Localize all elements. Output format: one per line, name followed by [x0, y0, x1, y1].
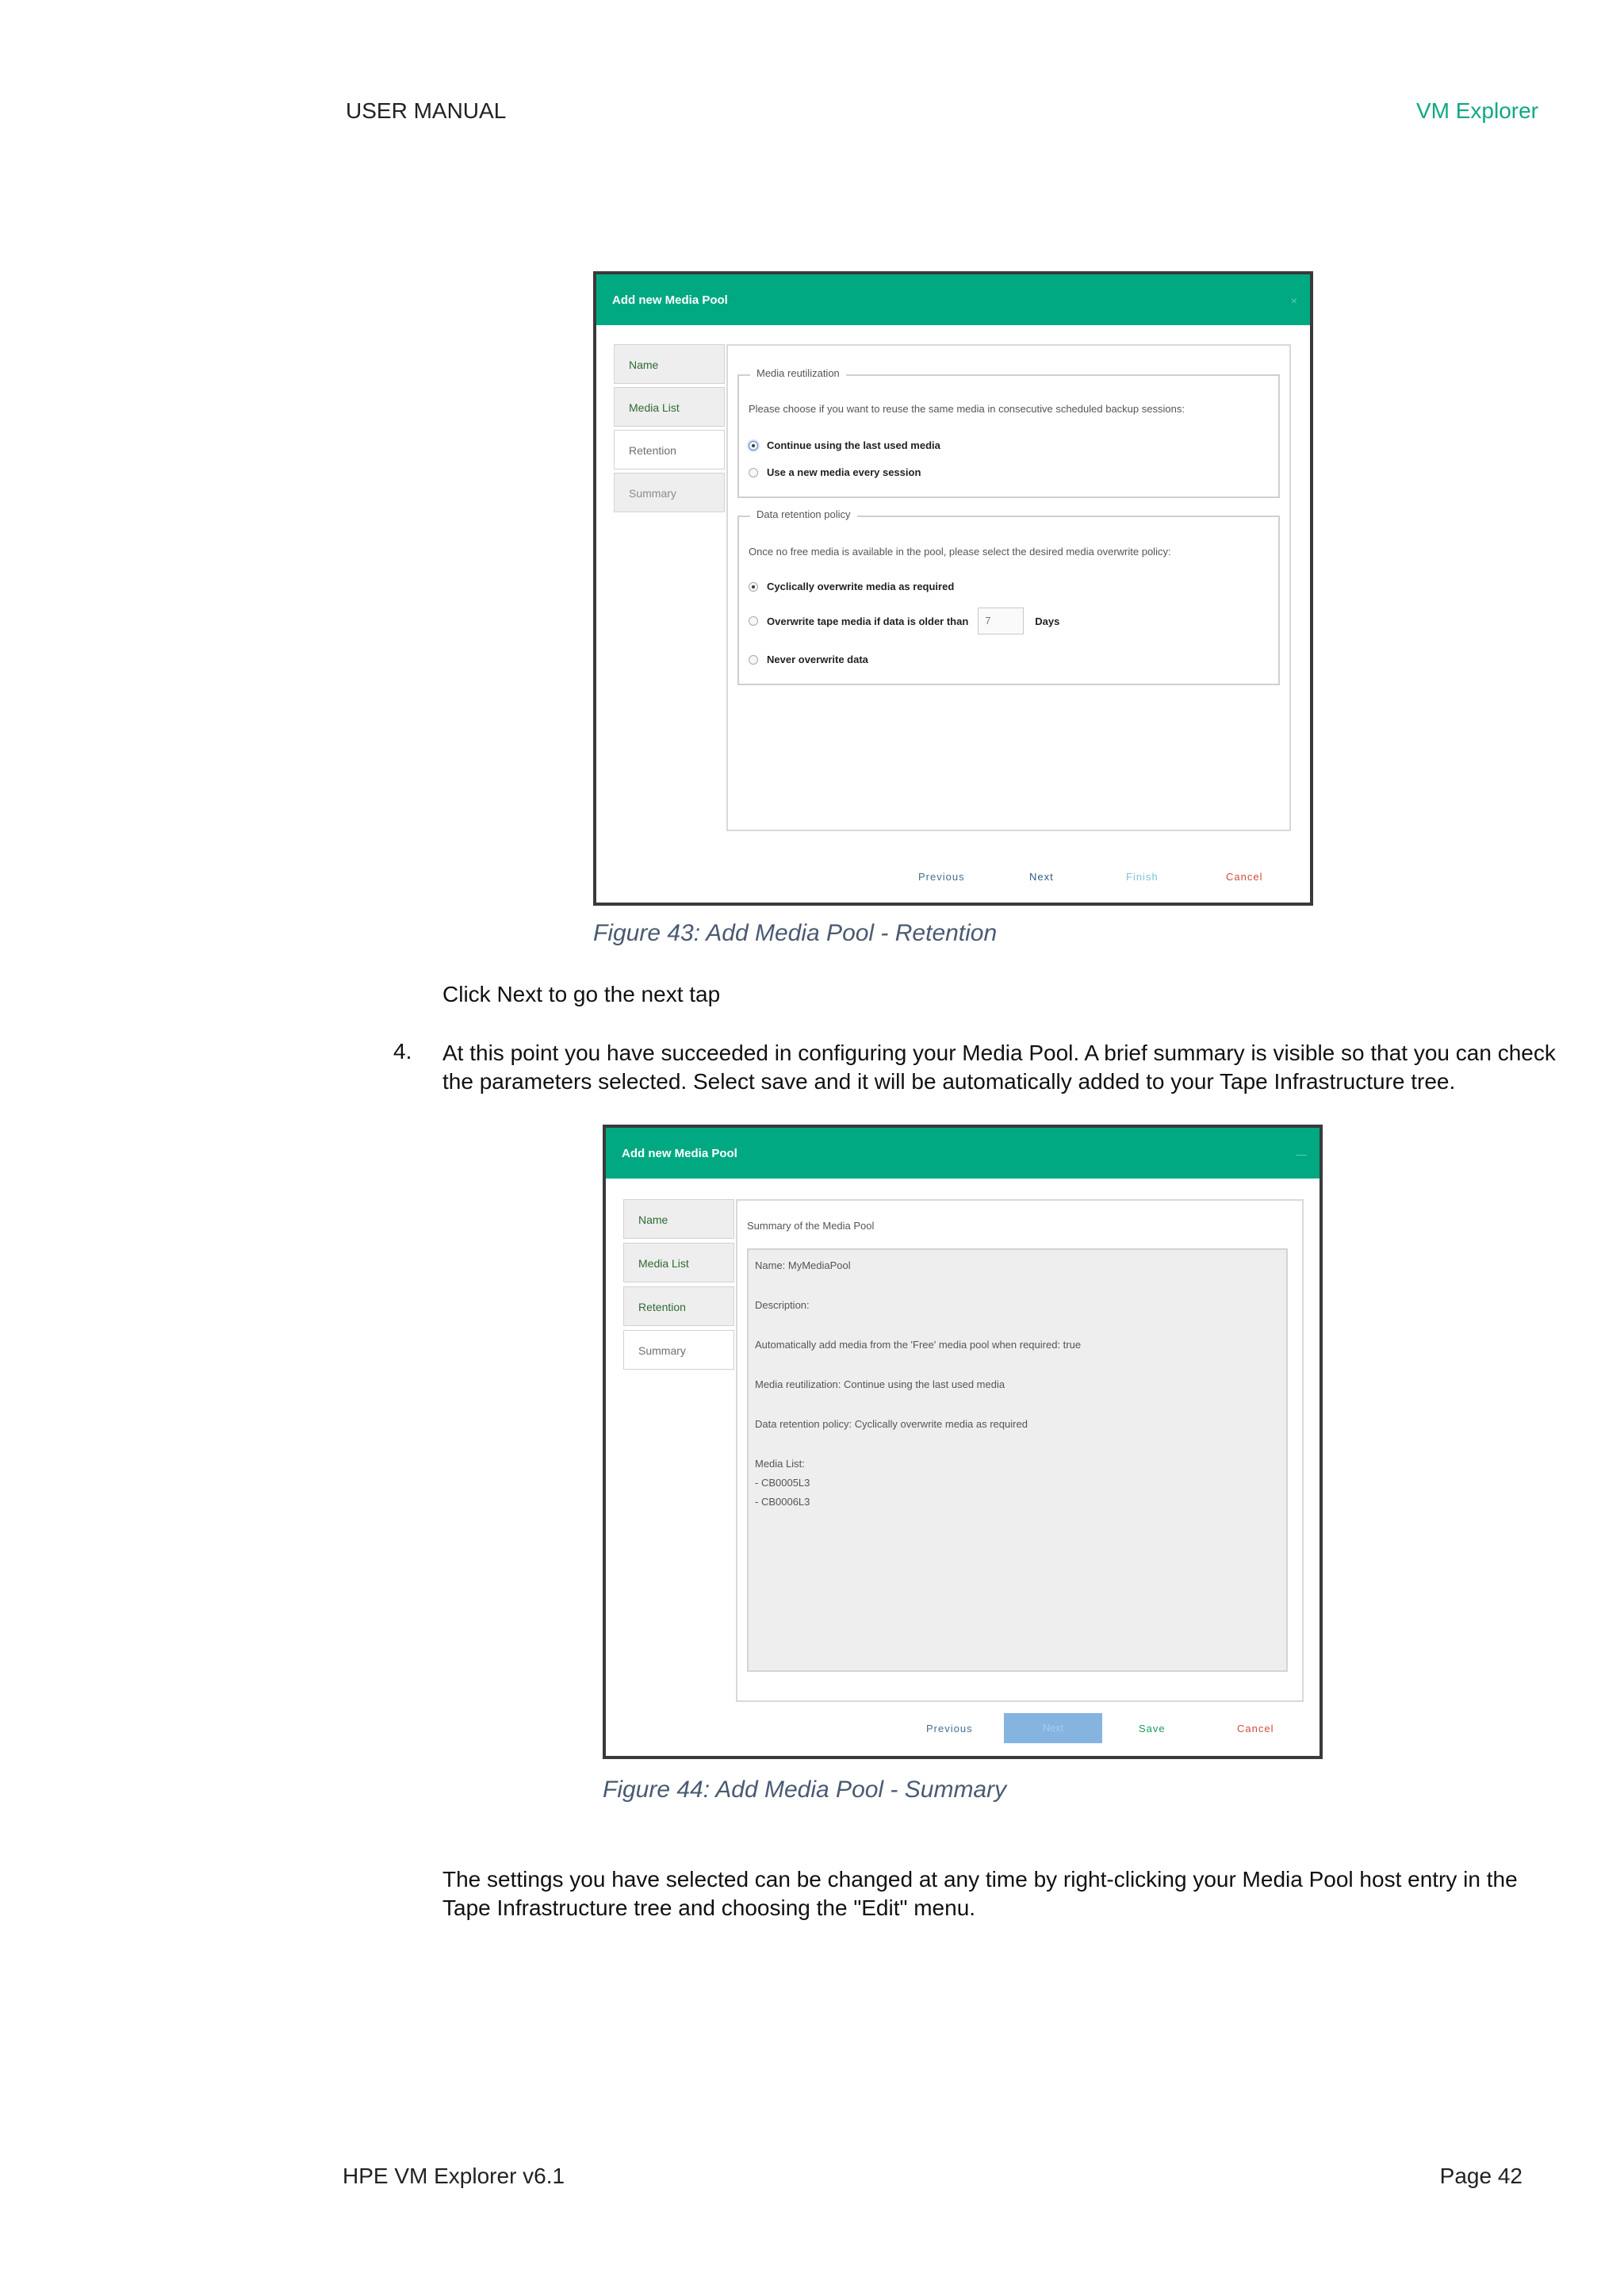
- retention-dialog-screenshot: [593, 271, 1313, 906]
- option-label: Use a new media every session: [767, 466, 921, 478]
- days-input[interactable]: 7: [978, 608, 1024, 634]
- dialog-title: Add new Media Pool: [622, 1147, 737, 1160]
- tab-retention[interactable]: Retention: [614, 430, 725, 470]
- header-product: VM Explorer: [1415, 98, 1538, 123]
- media-reutilization-legend: Media reutilization: [750, 367, 846, 379]
- tab-summary[interactable]: Summary: [614, 473, 725, 512]
- cancel-button[interactable]: Cancel: [1226, 871, 1263, 883]
- tab-summary[interactable]: Summary: [623, 1330, 734, 1370]
- summary-media-list-label: Media List:: [755, 1458, 805, 1470]
- next-button[interactable]: Next: [1029, 871, 1054, 883]
- radio-unselected-icon[interactable]: [749, 616, 758, 626]
- next-button[interactable]: Next: [1004, 1713, 1102, 1743]
- media-reutilization-group: [737, 367, 1280, 498]
- option-never-overwrite[interactable]: [749, 654, 868, 665]
- option-label: Overwrite tape media if data is older than: [767, 615, 969, 627]
- option-label: Never overwrite data: [767, 654, 868, 665]
- summary-heading: Summary of the Media Pool: [747, 1220, 875, 1232]
- summary-reutilization: Media reutilization: Continue using the last used media: [755, 1378, 1005, 1390]
- dialog-title: Add new Media Pool: [612, 293, 728, 307]
- minimize-icon[interactable]: —: [1296, 1148, 1307, 1160]
- radio-selected-icon[interactable]: [749, 441, 758, 450]
- summary-panel: [736, 1199, 1304, 1702]
- summary-name: Name: MyMediaPool: [755, 1259, 851, 1271]
- step-4-text: At this point you have succeeded in configuring your Media Pool. A brief summary is visible so that you can check the parameters selected. Select save and it will be automatically added to your Tape Infrastructure tree.: [442, 1041, 1556, 1094]
- save-button[interactable]: Save: [1139, 1723, 1166, 1734]
- data-retention-prompt: Once no free media is available in the pool, please select the desired media overwrite policy:: [749, 546, 1171, 558]
- footer-page-number: Page 42: [1439, 2164, 1522, 2188]
- finish-button[interactable]: Finish: [1126, 871, 1159, 883]
- retention-panel: [726, 344, 1291, 831]
- paragraph-click-next: Click Next to go the next tap: [442, 982, 721, 1006]
- option-label: Continue using the last used media: [767, 439, 940, 451]
- previous-button[interactable]: Previous: [918, 871, 965, 883]
- summary-media-item: - CB0006L3: [755, 1496, 810, 1508]
- option-overwrite-older[interactable]: [749, 608, 1059, 634]
- dialog-title-bar: [596, 274, 1310, 325]
- cancel-button[interactable]: Cancel: [1237, 1723, 1274, 1734]
- figure-43-caption: Figure 43: Add Media Pool - Retention: [593, 920, 998, 946]
- tab-media-list[interactable]: Media List: [623, 1243, 734, 1282]
- previous-button[interactable]: Previous: [926, 1723, 973, 1734]
- summary-textarea[interactable]: [747, 1248, 1288, 1672]
- tab-name[interactable]: Name: [614, 344, 725, 384]
- data-retention-group: [737, 508, 1280, 685]
- figure-44-caption: Figure 44: Add Media Pool - Summary: [603, 1777, 1007, 1803]
- radio-selected-icon[interactable]: [749, 582, 758, 592]
- step-4-number: 4.: [393, 1039, 412, 1064]
- dialog-title-bar: [606, 1128, 1320, 1179]
- tab-name[interactable]: Name: [623, 1199, 734, 1239]
- close-icon[interactable]: ×: [1290, 294, 1297, 307]
- summary-description: Description:: [755, 1299, 810, 1311]
- radio-unselected-icon[interactable]: [749, 655, 758, 665]
- header-title: USER MANUAL: [346, 98, 507, 123]
- tab-media-list[interactable]: Media List: [614, 387, 725, 427]
- option-new-media-every-session[interactable]: [749, 466, 921, 478]
- option-label: Cyclically overwrite media as required: [767, 581, 955, 592]
- tab-retention[interactable]: Retention: [623, 1286, 734, 1326]
- summary-media-item: - CB0005L3: [755, 1477, 810, 1489]
- paragraph-settings: The settings you have selected can be changed at any time by right-clicking your Media Pool host entry in the Tape Infrastructure tree and choosing the "Edit" menu.: [442, 1867, 1518, 1920]
- footer-product-version: HPE VM Explorer v6.1: [343, 2164, 565, 2188]
- data-retention-legend: Data retention policy: [750, 508, 857, 520]
- media-reutilization-prompt: Please choose if you want to reuse the same media in consecutive scheduled backup sessions:: [749, 403, 1185, 415]
- summary-auto-add: Automatically add media from the 'Free' media pool when required: true: [755, 1339, 1082, 1351]
- option-cyclic-overwrite[interactable]: [749, 581, 954, 592]
- option-continue-last-media[interactable]: [749, 439, 940, 451]
- summary-dialog-screenshot: [603, 1125, 1323, 1759]
- summary-retention: Data retention policy: Cyclically overwrite media as required: [755, 1418, 1028, 1430]
- days-label: Days: [1035, 615, 1060, 627]
- radio-unselected-icon[interactable]: [749, 468, 758, 477]
